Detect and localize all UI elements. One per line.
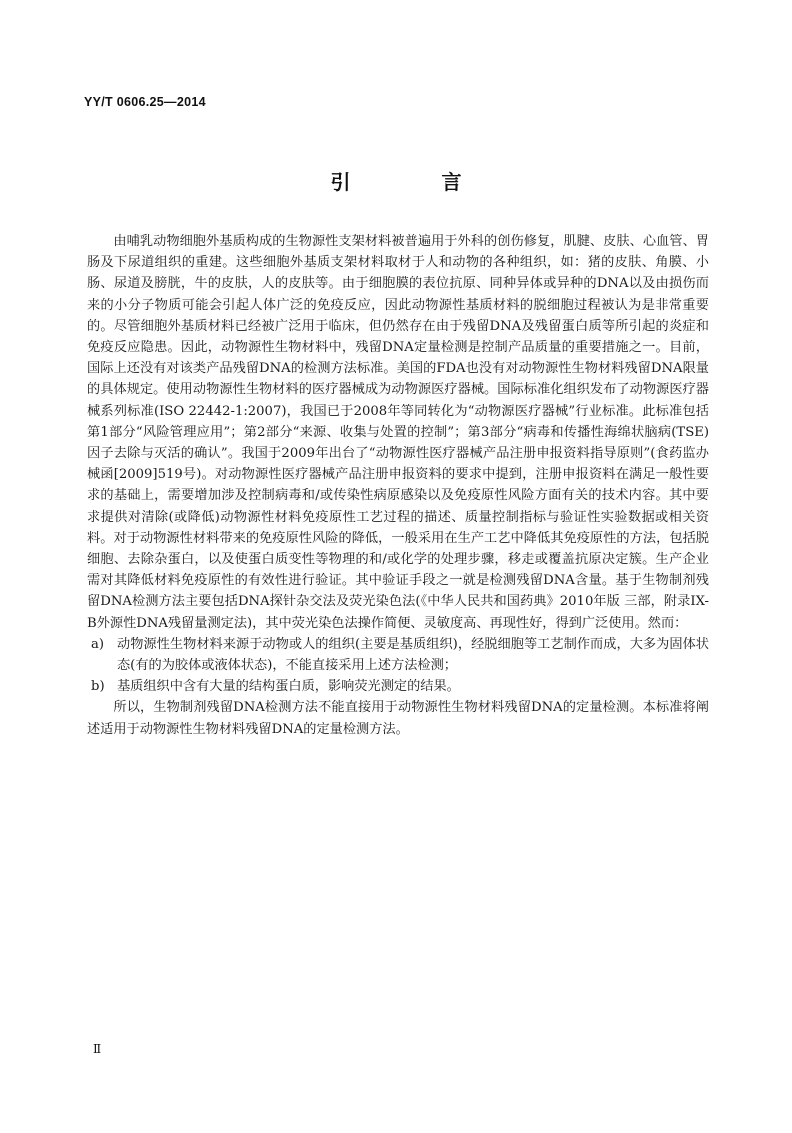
list-item-marker: a) [91,636,105,652]
closing-paragraph: 所以，生物制剂残留DNA检测方法不能直接用于动物源性生物材料残留DNA的定量检测。本标准将阐述适用于动物源性生物材料残留DNA的定量检测方法。 [87,700,709,737]
list-item-text: 动物源性生物材料来源于动物或人的组织(主要是基质组织)，经脱细胞等工艺制作而成，大多为固体状态(有的为胶体或液体状态)，不能直接采用上述方法检测； [117,636,709,674]
page-number: Ⅱ [93,1042,102,1056]
intro-paragraph: 由哺乳动物细胞外基质构成的生物源性支架材料被普遍用于外科的创伤修复，肌腱、皮肤、心血管、胃肠及下尿道组织的重建。这些细胞外基质支架材料取材于人和动物的各种组织，如：猪的皮肤、角膜、小肠、尿道及膀胱，牛的皮肤，人的皮肤等。由于细胞膜的表位抗原、同种异体或异种的DNA以及由损伤而来的小分子物质可能会引起人体广泛的免疫反应，因此动物源性基质材料的脱细胞过程被认为是非常重要的。尽管细胞外基质材料已经被广泛用于临床，但仍然存在由于残留DNA及残留蛋白质等所引起的炎症和免疫反应隐患。因此，动物源性生物材料中，残留DNA定量检测是控制产品质量的重要措施之一。目前，国际上还没有对该类产品残留DNA的检测方法标准。美国的FDA也没有对动物源性生物材料残留DNA限量的具体规定。使用动物源性生物材料的医疗器械成为动物源医疗器械。国际标准化组织发布了动物源医疗器械系列标准(ISO 22442-1:2007)，我国已于2008年等同转化为“动物源医疗器械”行业标准。此标准包括第1部分“风险管理应用”；第2部分“来源、收集与处置的控制”；第3部分“病毒和传播性海绵状脑病(TSE)因子去除与灭活的确认”。我国于2009年出台了“动物源性医疗器械产品注册申报资料指导原则”(食药监办械函[2009]519号)。对动物源性医疗器械产品注册申报资料的要求中提到，注册申报资料在满足一般性要求的基础上，需要增加涉及控制病毒和/或传染性病原感染以及免疫原性风险方面有关的技术内容。其中要求提供对清除(或降低)动物源性材料免疫原性工艺过程的描述、质量控制指标与验证性实验数据或相关资料。对于动物源性材料带来的免疫原性风险的降低，一般采用在生产工艺中降低其免疫原性的方法，包括脱细胞、去除杂蛋白，以及使蛋白质变性等物理的和/或化学的处理步骤，移走或覆盖抗原决定簇。生产企业需对其降低材料免疫原性的有效性进行验证。其中验证手段之一就是检测残留DNA含量。基于生物制剂残留DNA检测方法主要包括DNA探针杂交法及荧光染色法(《中华人民共和国药典》2010年版 三部，附录IX-B外源性DNA残留量测定法)，其中荧光染色法操作简便、灵敏度高、再现性好，得到广泛使用。然而： [87,234,709,631]
list-item-marker: b) [91,679,105,695]
page-title: 引 言 [330,170,504,194]
document-body [87,231,709,740]
standard-code: YY/T 0606.25—2014 [84,95,206,109]
list-item [87,634,709,676]
list-item-text: 基质组织中含有大量的结构蛋白质，影响荧光测定的结果。 [117,679,460,695]
list-item [87,676,709,697]
